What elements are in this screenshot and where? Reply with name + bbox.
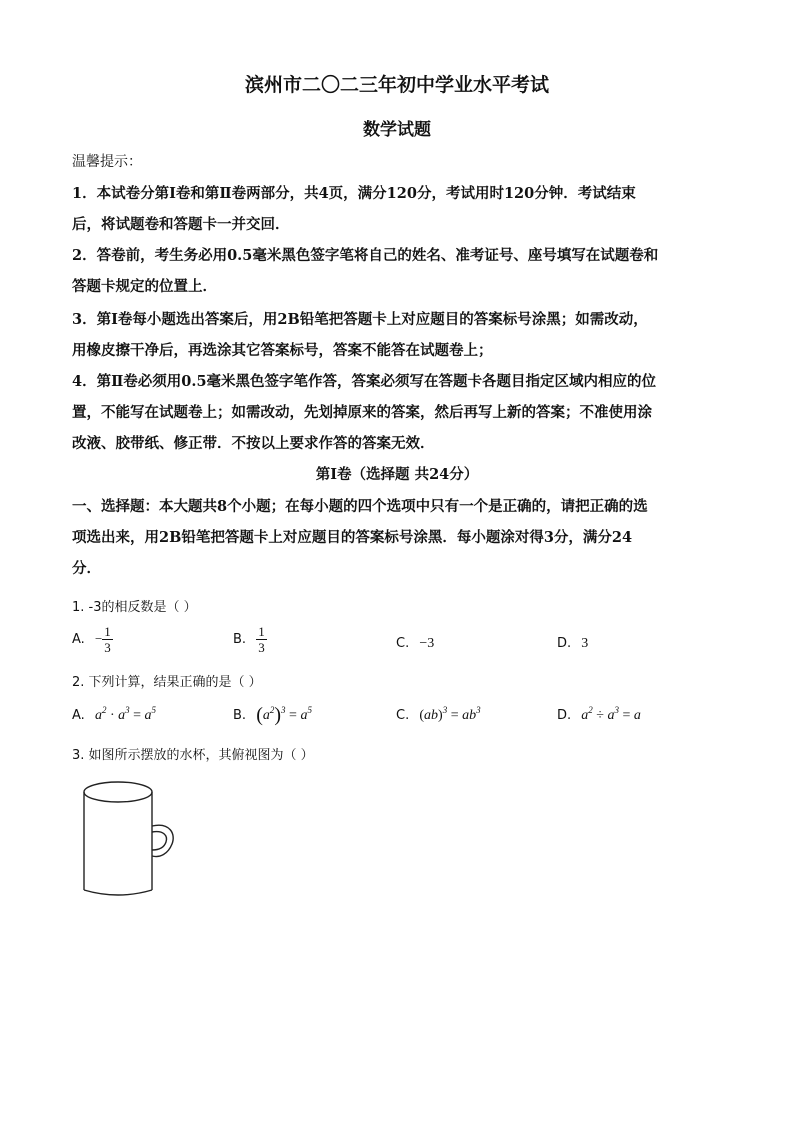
cup-figure-icon: [78, 778, 178, 903]
minus-sign: −: [94, 631, 103, 646]
option-label: C.: [396, 708, 410, 723]
section-instructions: 一、选择题：本大题共8个小题；在每小题的四个选项中只有一个是正确的，请把正确的选: [72, 498, 648, 515]
math-expression: $a^2 \div a^3 = a$: [581, 705, 641, 723]
option-label: B.: [233, 632, 247, 647]
option-label: D.: [557, 636, 572, 651]
tips-line: 1．本试卷分第Ⅰ卷和第Ⅱ卷两部分，共4页，满分120分，考试用时120分钟．考试结束: [72, 185, 636, 202]
option-value: 3: [581, 636, 589, 651]
fraction: [102, 624, 113, 655]
section-instructions: 项选出来，用2B铅笔把答题卡上对应题目的答案标号涂黑．每小题涂对得3分，满分24: [72, 529, 633, 546]
option-label: B.: [233, 708, 247, 723]
option-c: [396, 636, 434, 652]
fraction-numerator: 1: [258, 624, 265, 639]
tips-line: 用橡皮擦干净后，再选涂其它答案标号，答案不能答在试题卷上；: [72, 342, 493, 359]
tips-line: 2．答卷前，考生务必用0.5毫米黑色签字笔将自己的姓名、准考证号、座号填写在试题卷和: [72, 247, 659, 264]
option-a: [72, 624, 113, 655]
option-label: A.: [72, 708, 85, 723]
page-subtitle: 数学试题: [363, 120, 431, 140]
tips-line: 3．第Ⅰ卷每小题选出答案后，用2B铅笔把答题卡上对应题目的答案标号涂黑；如需改动，: [72, 311, 648, 328]
math-expression: $a^2 \cdot a^3 = a^5$: [94, 705, 157, 723]
fraction-denominator: 3: [104, 640, 111, 655]
option-label: A.: [72, 632, 85, 647]
tips-line: 4．第Ⅱ卷必须用0.5毫米黑色签字笔作答，答案必须写在答题卡各题目指定区域内相应的位: [72, 373, 657, 390]
fraction-denominator: 3: [258, 640, 265, 655]
math-expression: $(ab)^3 = ab^3$: [419, 705, 481, 723]
math-expression: $(a^2)^3 = a^5$: [256, 704, 312, 726]
tips-line: 置，不能写在试题卷上；如需改动，先划掉原来的答案，然后再写上新的答案；不准使用涂: [72, 404, 652, 421]
option-b: [233, 704, 312, 726]
option-d: [557, 705, 641, 724]
section-title: 第Ⅰ卷（选择题 共24分）: [315, 466, 479, 483]
option-d: [557, 636, 588, 652]
page-title: 滨州市二〇二三年初中学业水平考试: [244, 74, 549, 96]
option-label: C.: [396, 636, 410, 651]
tips-line: 答题卡规定的位置上．: [72, 278, 217, 295]
tips-line: 后，将试题卷和答题卡一并交回．: [72, 216, 290, 233]
option-b: [233, 624, 267, 655]
option-c: [396, 705, 481, 724]
fraction: [256, 624, 267, 655]
option-a: [72, 705, 157, 724]
tips-line: 改液、胶带纸、修正带．不按以上要求作答的答案无效．: [72, 435, 435, 452]
section-instructions: 分．: [72, 560, 101, 577]
fraction-numerator: 1: [104, 624, 111, 639]
option-value: −3: [419, 636, 435, 651]
question-stem: 1. -3的相反数是（ ）: [72, 600, 197, 615]
question-stem: 3. 如图所示摆放的水杯，其俯视图为（ ）: [72, 748, 314, 763]
option-label: D.: [557, 708, 572, 723]
question-stem: 2. 下列计算，结果正确的是（ ）: [72, 675, 262, 690]
tips-heading: 温馨提示：: [72, 154, 142, 170]
